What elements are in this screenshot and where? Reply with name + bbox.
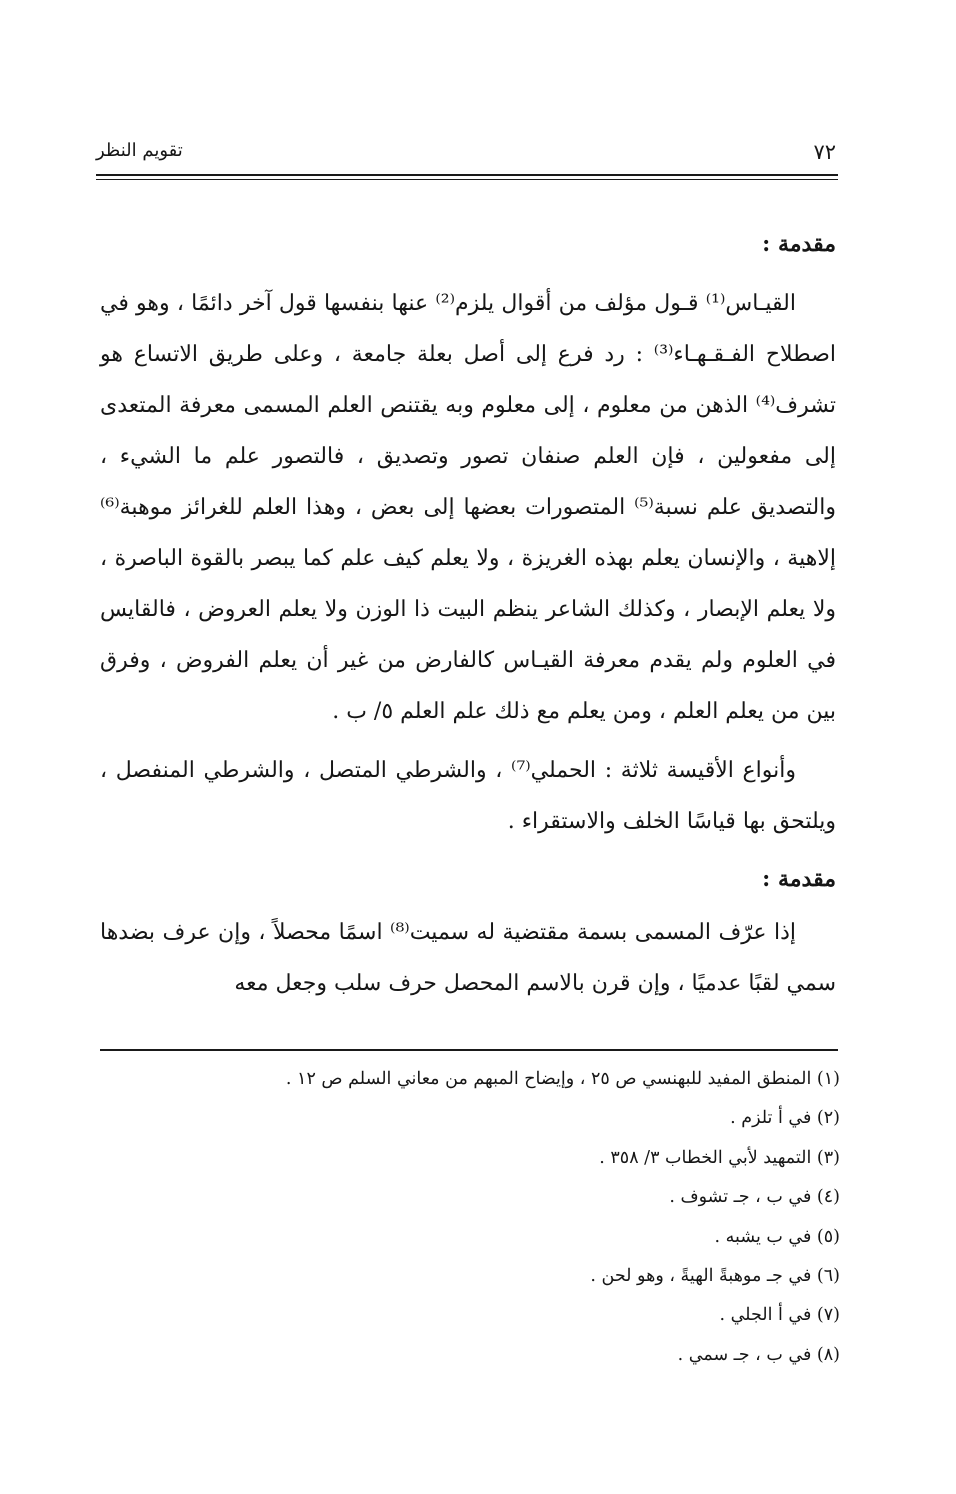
- paragraph: القيـاس⁽¹⁾ قـول مؤلف من أقوال يلزم⁽²⁾ عنها بنفسها قول آخر دائمًا ، وهو في اصطلاح الفـقـهـاء⁽³⁾ : رد فرع إلى أصل بعلة جامعة ، وعلى طريق الاتساع هو تشرف⁽⁴⁾ الذهن من معلوم ، إلى معلوم وبه يقتنص العلم المسمى معرفة المتعدى إلى مفعولين ، فإن العلم صنفان تصور وتصديق ، فالتصور علم ما الشيء ، والتصديق علم نسبة⁽⁵⁾ المتصورات بعضها إلى بعض ، وهذا العلم للغرائز موهبة⁽⁶⁾ إلاهية ، والإنسان يعلم بهذه الغريزة ، ولا يعلم كيف علم كما يبصر بالقوة الباصرة ، ولا يعلم الإبصار ، وكذلك الشاعر ينظم البيت ذا الوزن ولا يعلم العروض ، فالقايس في العلوم ولم يقدم معرفة القيـاس كالفارض من غير أن يعلم الفروض ، وفرق بين من يعلم العلم ، ومن يعلم مع ذلك علم العلم ٥/ ب .: [100, 291, 836, 724]
- header-rule: [96, 174, 838, 176]
- header-rule-thin: [96, 179, 838, 180]
- footnote-3: (٣) التمهيد لأبي الخطاب ٣/ ٣٥٨ .: [599, 1147, 840, 1168]
- page-number: ٧٢: [813, 140, 836, 164]
- footnote-1: (١) المنطق المفيد للبهنسي ص ٢٥ ، وإيضاح المبهم من معاني السلم ص ١٢ .: [285, 1069, 840, 1089]
- paragraph: إذا عرّف المسمى بسمة مقتضية له سميت⁽⁸⁾ اسمًا محصلاً ، وإن عرف بضدها سمي لقبًا عدميًا ، وإن قرن بالاسم المحصل حرف سلب وجعل معه: [100, 920, 836, 996]
- section-heading: مقدمة :: [762, 866, 836, 892]
- footnote-8: (٨) في ب ، جـ سمي .: [677, 1344, 840, 1365]
- footnote-4: (٤) في ب ، جـ تشوف .: [669, 1187, 840, 1208]
- running-header-title: تقويم النظر: [96, 140, 183, 161]
- footnote-5: (٥) في ب يشبه .: [714, 1226, 840, 1247]
- footnotes: [100, 1060, 840, 1375]
- footnote-7: (٧) في أ الجلي .: [719, 1305, 840, 1326]
- footnote-6: (٦) في جـ موهبةً الهيةً ، وهو لحن .: [590, 1266, 840, 1287]
- footnote-2: (٢) في أ تلزم .: [730, 1108, 840, 1129]
- footnote-separator: [100, 1049, 838, 1051]
- section-heading: مقدمة :: [762, 231, 836, 257]
- paragraph: وأنواع الأقيسة ثلاثة : الحملي⁽⁷⁾ ، والشرطي المتصل ، والشرطي المنفصل ، ويلتحق بها قياسًا الخلف والاستقراء .: [100, 758, 836, 834]
- main-text: [100, 220, 836, 1009]
